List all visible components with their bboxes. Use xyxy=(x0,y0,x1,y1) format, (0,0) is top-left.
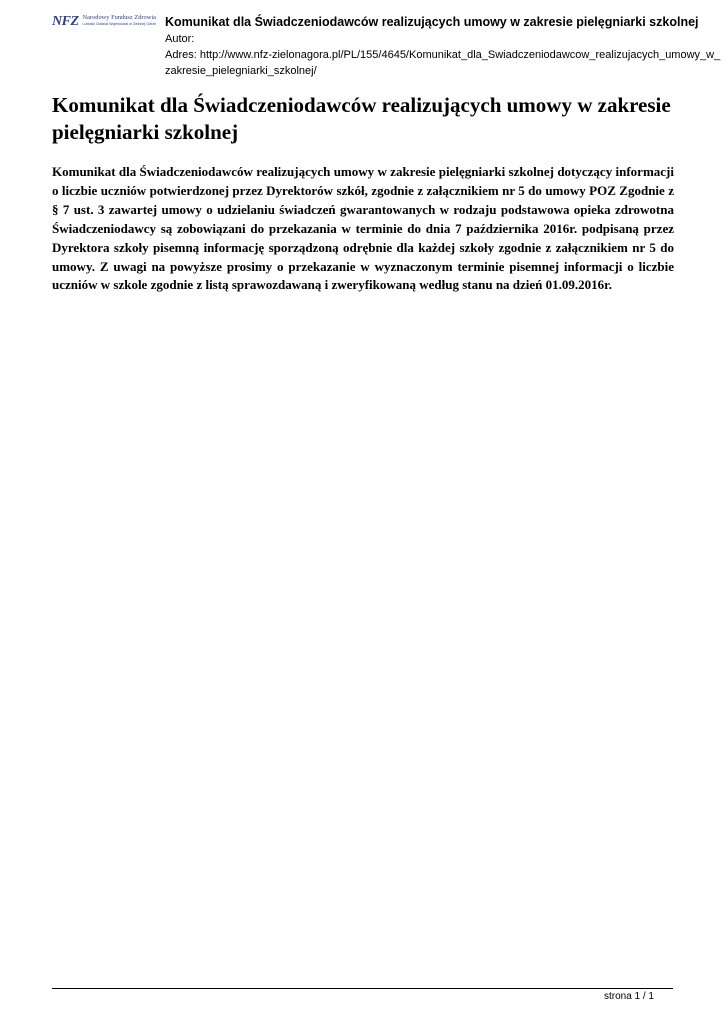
source-url[interactable]: http://www.nfz-zielonagora.pl/PL/155/4645/Komunikat_dla_Swiadczeniodawcow_realizujacych_umowy_w_zakresie_pielegniarki_szkolnej/ xyxy=(165,49,721,77)
page-header xyxy=(52,14,725,82)
document-title: Komunikat dla Świadczeniodawców realizujących umowy w zakresie pielęgniarki szkolnej xyxy=(52,93,671,144)
logo-mark: NFZ xyxy=(52,14,79,29)
author-label: Autor: xyxy=(165,33,195,45)
footer-divider xyxy=(52,988,673,989)
address-row xyxy=(165,47,725,79)
header-title: Komunikat dla Świadczeniodawców realizujących umowy w zakresie pielęgniarki szkolnej xyxy=(165,15,699,29)
document-body: Komunikat dla Świadczeniodawców realizujących umowy w zakresie pielęgniarki szkolnej dotyczący informacji o liczbie uczniów potwierdzonej przez Dyrektorów szkół, zgodnie z załącznikiem nr 5 do umowy POZ Zgodnie z § 7 ust. 3 zawartej umowy o udzielaniu świadczeń gwarantowanych w rodzaju podstawowa opieka zdrowotna Świadczeniodawcy są zobowiązani do przekazania w terminie do dnia 7 października 2016r. podpisaną przez Dyrektora szkoły pisemną informację sporządzoną odrębnie dla każdej szkoły zgodnie z załącznikiem nr 5 do umowy. Z uwagi na powyższe prosimy o przekazanie w wyznaczonym terminie pisemnej informacji o liczbie uczniów w szkole zgodnie z listą sprawozdawaną i zweryfikowaną według stanu na dzień 01.09.2016r. xyxy=(52,164,674,293)
logo-name: Narodowy Fundusz Zdrowia xyxy=(82,14,156,21)
logo-text xyxy=(83,14,157,27)
page-number: strona 1 / 1 xyxy=(603,991,654,1002)
logo-branch: Lubuski Oddział Wojewódzki w Zielonej Górze xyxy=(82,22,157,26)
address-label: Adres: xyxy=(165,49,197,61)
author-row xyxy=(165,31,725,47)
header-info xyxy=(165,14,725,79)
nfz-logo xyxy=(52,14,156,36)
